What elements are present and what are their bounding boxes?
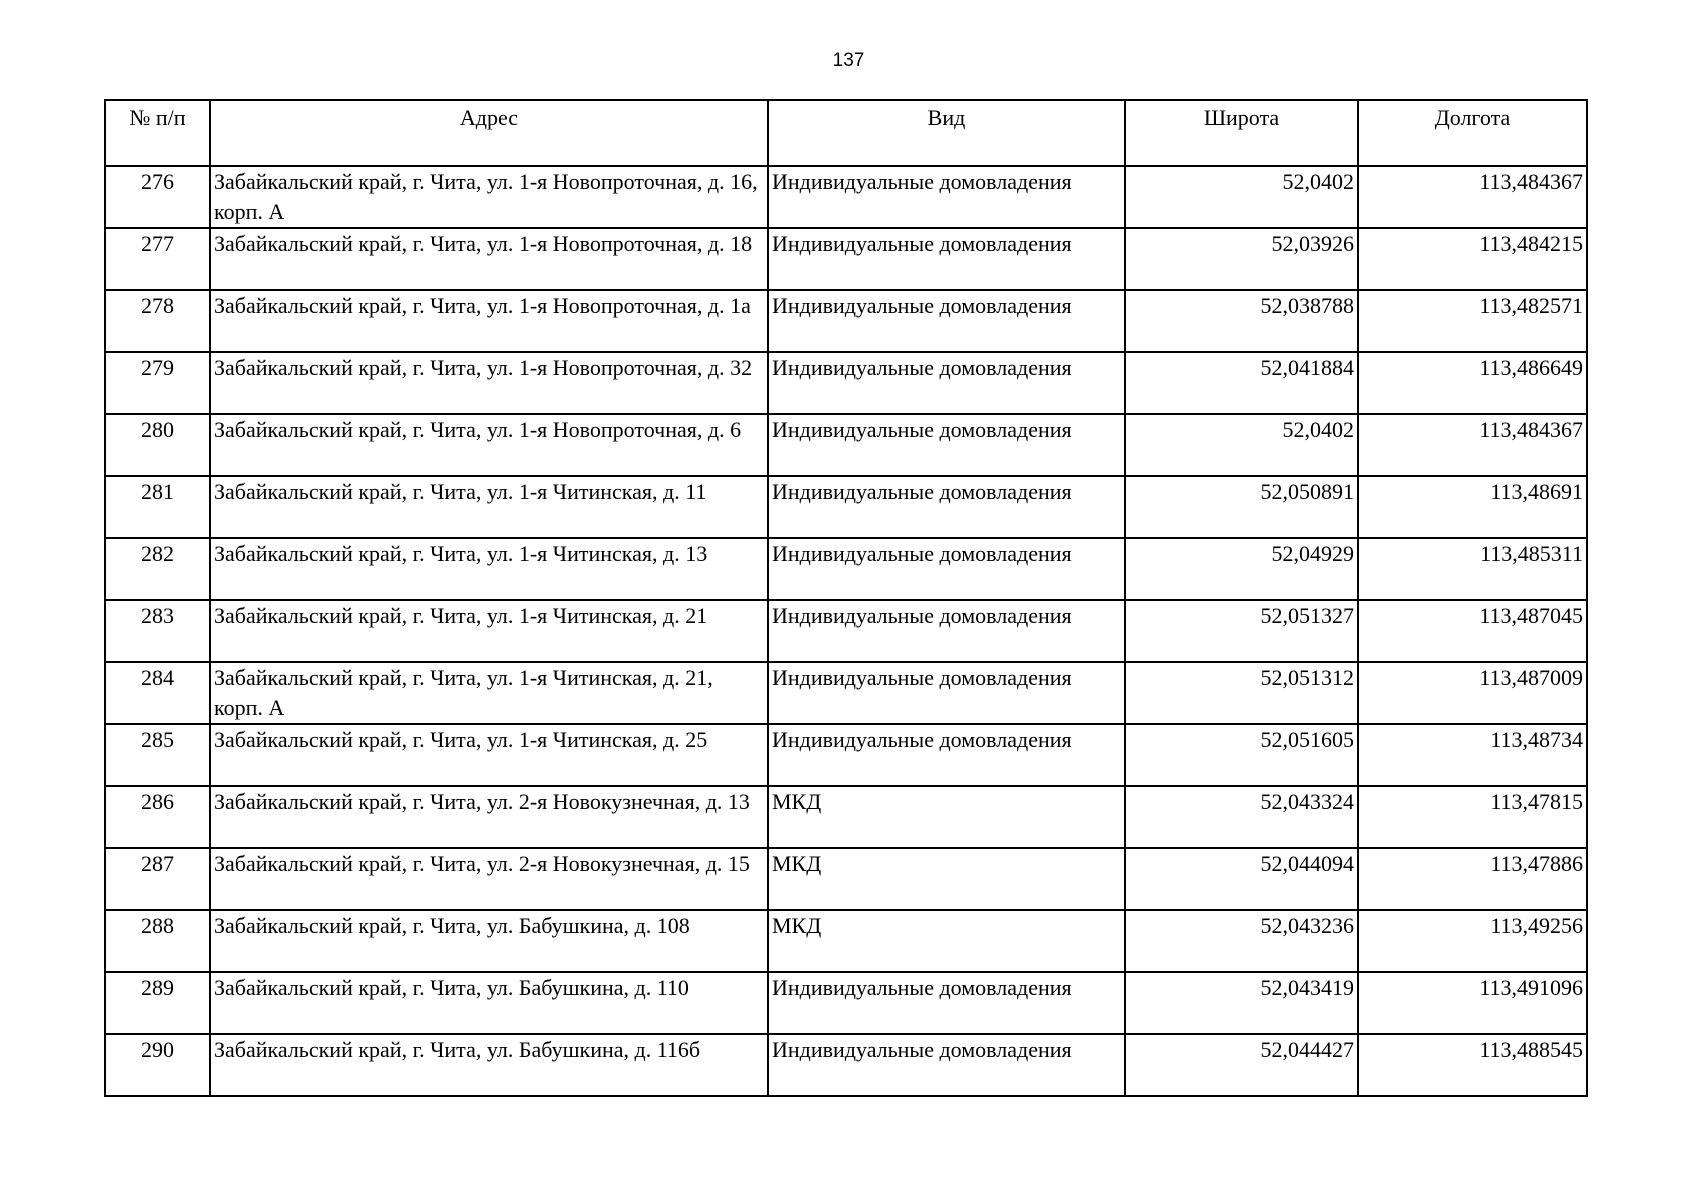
row-address: Забайкальский край, г. Чита, ул. 1-я Новопроточная, д. 6 [210,414,768,476]
row-number: 280 [105,414,210,476]
row-address: Забайкальский край, г. Чита, ул. 1-я Новопроточная, д. 1а [210,290,768,352]
row-address: Забайкальский край, г. Чита, ул. 1-я Читинская, д. 21 [210,600,768,662]
row-longitude: 113,48734 [1358,724,1587,786]
row-kind: Индивидуальные домовладения [768,662,1125,724]
table-row [105,538,1587,600]
row-number: 285 [105,724,210,786]
row-latitude: 52,051312 [1125,662,1358,724]
row-latitude: 52,04929 [1125,538,1358,600]
row-kind: Индивидуальные домовладения [768,166,1125,228]
row-kind: МКД [768,786,1125,848]
row-latitude: 52,044094 [1125,848,1358,910]
table-row [105,972,1587,1034]
row-longitude: 113,491096 [1358,972,1587,1034]
row-address: Забайкальский край, г. Чита, ул. 1-я Читинская, д. 13 [210,538,768,600]
table-row [105,786,1587,848]
row-address: Забайкальский край, г. Чита, ул. Бабушкина, д. 110 [210,972,768,1034]
row-number: 288 [105,910,210,972]
row-longitude: 113,485311 [1358,538,1587,600]
row-address: Забайкальский край, г. Чита, ул. 1-я Новопроточная, д. 18 [210,228,768,290]
row-latitude: 52,03926 [1125,228,1358,290]
row-kind: МКД [768,848,1125,910]
row-address: Забайкальский край, г. Чита, ул. 1-я Читинская, д. 21, корп. А [210,662,768,724]
row-longitude: 113,488545 [1358,1034,1587,1096]
row-latitude: 52,043324 [1125,786,1358,848]
table-row [105,662,1587,724]
table-row [105,600,1587,662]
row-latitude: 52,043419 [1125,972,1358,1034]
row-latitude: 52,0402 [1125,414,1358,476]
row-kind: Индивидуальные домовладения [768,1034,1125,1096]
row-latitude: 52,038788 [1125,290,1358,352]
row-latitude: 52,041884 [1125,352,1358,414]
row-longitude: 113,47815 [1358,786,1587,848]
row-address: Забайкальский край, г. Чита, ул. 1-я Новопроточная, д. 16, корп. А [210,166,768,228]
table-row [105,910,1587,972]
row-number: 289 [105,972,210,1034]
table-row [105,848,1587,910]
row-longitude: 113,48691 [1358,476,1587,538]
row-kind: Индивидуальные домовладения [768,538,1125,600]
row-longitude: 113,482571 [1358,290,1587,352]
table-row [105,476,1587,538]
row-number: 281 [105,476,210,538]
row-number: 283 [105,600,210,662]
row-address: Забайкальский край, г. Чита, ул. 2-я Новокузнечная, д. 15 [210,848,768,910]
row-number: 290 [105,1034,210,1096]
row-address: Забайкальский край, г. Чита, ул. Бабушкина, д. 108 [210,910,768,972]
row-number: 286 [105,786,210,848]
row-number: 278 [105,290,210,352]
row-address: Забайкальский край, г. Чита, ул. 2-я Новокузнечная, д. 13 [210,786,768,848]
row-longitude: 113,484215 [1358,228,1587,290]
row-number: 277 [105,228,210,290]
row-latitude: 52,051327 [1125,600,1358,662]
row-kind: Индивидуальные домовладения [768,972,1125,1034]
header-longitude: Долгота [1358,100,1587,166]
header-address: Адрес [210,100,768,166]
row-kind: МКД [768,910,1125,972]
row-kind: Индивидуальные домовладения [768,414,1125,476]
row-longitude: 113,486649 [1358,352,1587,414]
table-row [105,414,1587,476]
table-row [105,166,1587,228]
row-kind: Индивидуальные домовладения [768,228,1125,290]
table-row [105,724,1587,786]
row-address: Забайкальский край, г. Чита, ул. 1-я Читинская, д. 11 [210,476,768,538]
row-address: Забайкальский край, г. Чита, ул. 1-я Новопроточная, д. 32 [210,352,768,414]
row-longitude: 113,487045 [1358,600,1587,662]
row-kind: Индивидуальные домовладения [768,600,1125,662]
table-row [105,352,1587,414]
page-number: 137 [832,50,865,71]
table-row [105,1034,1587,1096]
row-number: 276 [105,166,210,228]
row-address: Забайкальский край, г. Чита, ул. Бабушкина, д. 116б [210,1034,768,1096]
table-row [105,290,1587,352]
row-kind: Индивидуальные домовладения [768,290,1125,352]
row-latitude: 52,051605 [1125,724,1358,786]
row-number: 282 [105,538,210,600]
row-longitude: 113,484367 [1358,414,1587,476]
row-latitude: 52,043236 [1125,910,1358,972]
row-longitude: 113,484367 [1358,166,1587,228]
row-number: 284 [105,662,210,724]
row-kind: Индивидуальные домовладения [768,352,1125,414]
header-kind: Вид [768,100,1125,166]
address-table [104,99,1588,1097]
row-kind: Индивидуальные домовладения [768,724,1125,786]
row-address: Забайкальский край, г. Чита, ул. 1-я Читинская, д. 25 [210,724,768,786]
row-latitude: 52,0402 [1125,166,1358,228]
row-longitude: 113,47886 [1358,848,1587,910]
header-number: № п/п [105,100,210,166]
row-longitude: 113,487009 [1358,662,1587,724]
row-latitude: 52,050891 [1125,476,1358,538]
row-number: 279 [105,352,210,414]
row-number: 287 [105,848,210,910]
header-row [105,100,1587,166]
table-row [105,228,1587,290]
row-longitude: 113,49256 [1358,910,1587,972]
row-kind: Индивидуальные домовладения [768,476,1125,538]
row-latitude: 52,044427 [1125,1034,1358,1096]
header-latitude: Широта [1125,100,1358,166]
